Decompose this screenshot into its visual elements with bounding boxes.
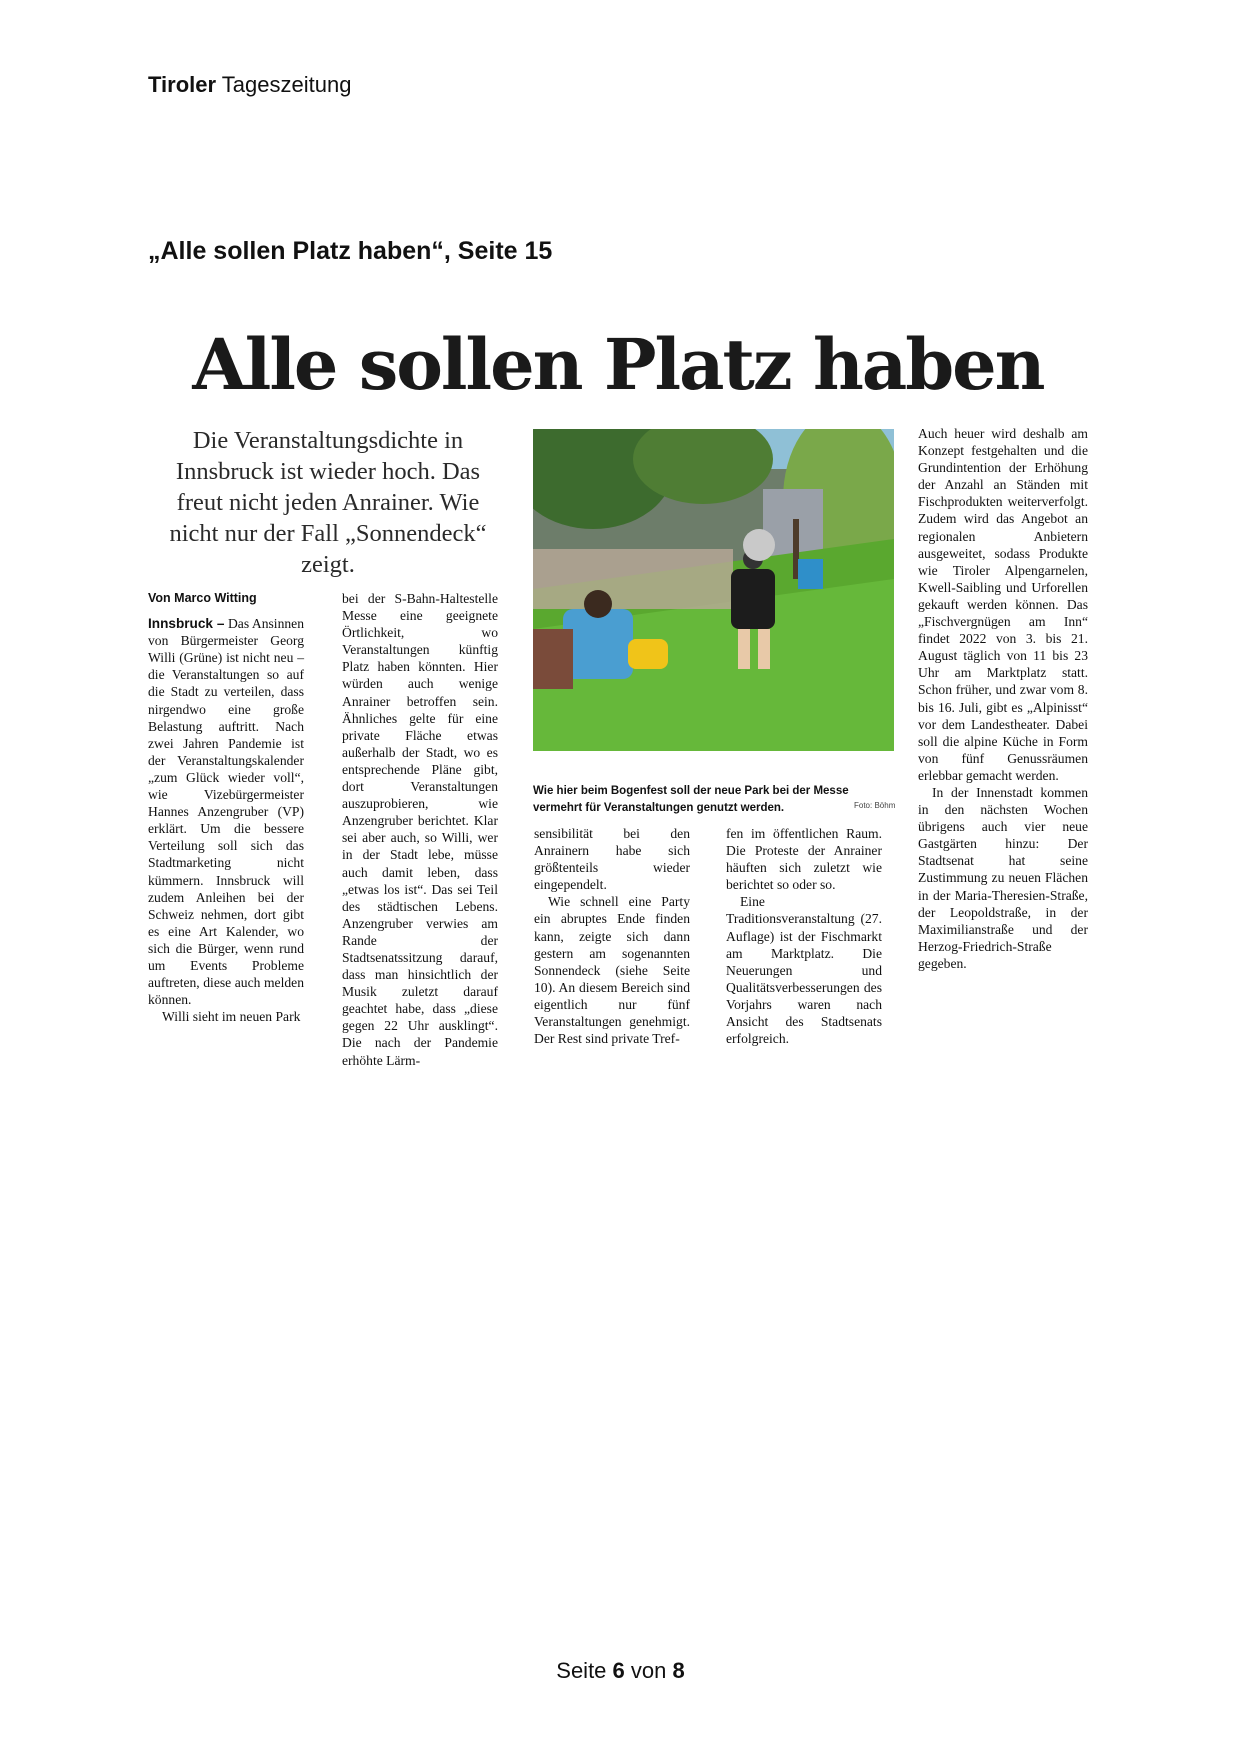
newspaper-clipping (148, 323, 1088, 1068)
article-column-3 (534, 825, 690, 1047)
article-paragraph (148, 615, 304, 1008)
newspaper-name-rest: Tageszeitung (216, 72, 352, 97)
total-pages: 8 (672, 1658, 685, 1683)
article-column-1 (148, 590, 304, 1025)
park-event-photo (533, 429, 894, 751)
article-column-4 (726, 825, 882, 1047)
article-byline: Von Marco Witting (148, 591, 257, 605)
article-column-5 (918, 425, 1088, 972)
article-paragraph: sensibilität bei den Anrainern habe sich größtenteils wieder eingependelt. (534, 826, 690, 893)
article-reference: „Alle sollen Platz haben“, Seite 15 (148, 237, 553, 265)
article-paragraph: Willi sieht im neuen Park (162, 1009, 301, 1025)
article-paragraph: bei der S-Bahn-Haltestelle Messe eine geeignete Örtlichkeit, wo Veranstaltungen künftig Platz haben könnten. Hier würden auch wenige Anrainer betroffen sein. Ähnliches gelte für eine private Fläche etwas außerhalb der Stadt, wo es entsprechende Pläne gibt, dort Veranstaltungen auszuprobieren, wie Anzengruber berichtet. Klar sei aber auch, so Willi, wer in der Stadt lebe, müsse auch damit leben, dass „etwas los ist“. Das sei Teil des städtischen Lebens. Anzengruber verwies am Rande der Stadtsenatssitzung darauf, dass man hinsichtlich der Musik zuletzt darauf geachtet habe, dass „diese gegen 22 Uhr ausklingt“. Die nach der Pandemie erhöhte Lärm- (342, 591, 498, 1068)
photo-caption: Wie hier beim Bogenfest soll der neue Park bei der Messe vermehrt für Veranstaltungen genutzt werden. (533, 785, 849, 814)
newspaper-name-bold: Tiroler (148, 72, 217, 97)
current-page: 6 (612, 1658, 625, 1683)
article-paragraph: Auch heuer wird deshalb am Konzept festgehalten und die Grundintention der Erhöhung der Anzahl an Ständen mit Fischprodukten weiterverfolgt. Zudem wird das Angebot an regionalen Anbietern ausgeweitet, sodass Produkte wie Tiroler Alpengarnelen, Kwell-Saibling und Urforellen gekauft werden können. Das „Fischvergnügen am Inn“ findet 2022 von 3. bis 21. August täglich von 11 bis 23 Uhr am Marktplatz statt. Schon früher, und zwar vom 8. bis 16. Juli, gibt es „Alpinisst“ vor dem Landestheater. Dabei soll die alpine Küche in Form von fünf Genussräumen erlebbar gemacht werden. (918, 426, 1088, 783)
page-prefix: Seite (556, 1658, 613, 1683)
article-paragraph: Wie schnell eine Party ein abruptes Ende finden kann, zeigte sich dann gestern am sogenannten Sonnendeck (siehe Seite 10). An diesem Bereich sind eigentlich nur fünf Veranstaltungen genehmigt. Der Rest sind private Tref- (534, 894, 690, 1047)
photo-credit: Foto: Böhm (854, 801, 896, 810)
article-column-2 (342, 590, 498, 1069)
article-photo (533, 429, 894, 751)
article-text: Das Ansinnen von Bürgermeister Georg Willi (Grüne) ist nicht neu – die Veranstaltungen so auf die Stadt zu verteilen, dass nirgendwo eine große Belastung auftritt. Nach zwei Jahren Pandemie ist der Veranstaltungskalender „zum Glück wieder voll“, wie Vizebürgermeister Hannes Anzengruber (VP) erklärt. Um die bessere Verteilung soll sich das Stadtmarketing nicht kümmern. Innsbruck will zudem Anleihen bei der Schweiz nehmen, dort gibt es eine Art Kalender, wo sich die Bürger, wenn rund um Events Probleme auftreten, diese auch melden können. (148, 616, 304, 1008)
page-number (0, 1658, 1241, 1684)
article-paragraph: Eine Traditionsveranstaltung (27. Auflage) ist der Fischmarkt am Marktplatz. Die Neuerungen und Qualitätsverbesserungen des Vorjahrs waren nach Ansicht des Stadtsenats erfolgreich. (726, 894, 882, 1047)
article-dateline: Innsbruck – (148, 616, 225, 632)
article-headline: Alle sollen Platz haben (192, 323, 1044, 406)
page-middle: von (624, 1658, 673, 1683)
article-lead: Die Veranstaltungsdichte in Innsbruck ist wieder hoch. Das freut nicht jeden Anrainer. Wie nicht nur der Fall „Sonnendeck“ zeigt. (169, 427, 487, 578)
article-paragraph: fen im öffentlichen Raum. Die Proteste der Anrainer häuften sich zuletzt wie berichtet so oder so. (726, 826, 882, 893)
newspaper-name (148, 72, 351, 98)
article-paragraph: In der Innenstadt kommen in den nächsten Wochen übrigens auch vier neue Gastgärten hinzu: Der Stadtsenat hat seine Zustimmung zu neuen Flächen in der Maria-Theresien-Straße, der Leopoldstraße, in der Maximilianstraße und der Herzog-Friedrich-Straße gegeben. (918, 784, 1088, 971)
